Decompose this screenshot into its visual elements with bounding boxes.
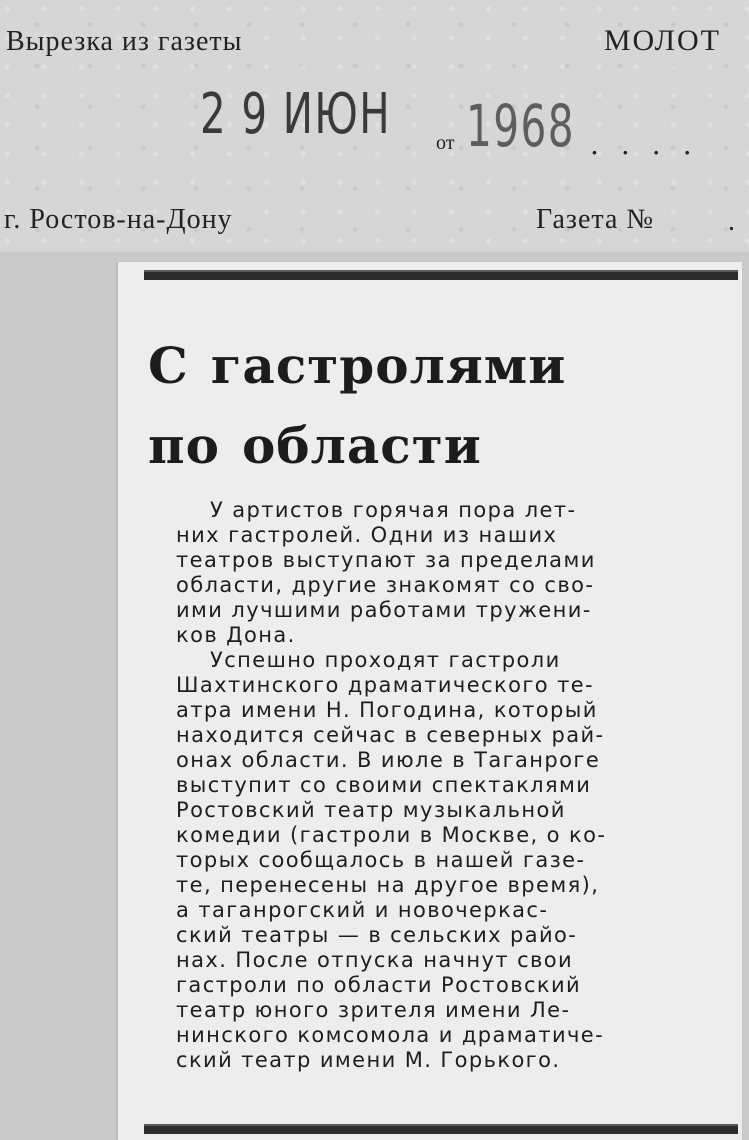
bottom-rule xyxy=(144,1124,738,1134)
clipping-form-header xyxy=(0,0,749,252)
headline-line-1 xyxy=(148,336,566,395)
year-stamp: 1968 xyxy=(466,92,575,160)
newspaper-clipping xyxy=(118,262,742,1140)
article-body xyxy=(176,498,724,1073)
article-paragraph-2: Успешно проходят гастроли Шахтинского драматического те- атра имени Н. Погодина, который находится сейчас в северных рай- онах области. В июле в Таганроге выступит со своими спектаклями Ростовский театр музыкальной комедии (гастроли в Москве, о ко- торых сообщалось в нашей газе- те, перенесены на другое время), а таганрогский и новочеркас- ский театры — в сельских райо- нах. После отпуска начнут свои гастроли по области Ростовский театр юного зрителя имени Ле- нинского комсомола и драматиче- ский театр имени М. Горького. xyxy=(176,648,607,1072)
article-paragraph-1: У артистов горячая пора лет- них гастролей. Одни из наших театров выступают за пределами области, другие знакомят со сво- ими лучшими работами тружени- ков Дона. xyxy=(176,498,596,647)
headline-word: С xyxy=(148,336,189,395)
top-rule xyxy=(144,270,738,280)
city-label: г. Ростов-на-Дону xyxy=(4,204,233,235)
headline-word: гастролями xyxy=(210,336,567,395)
date-dots: .... xyxy=(590,128,714,161)
clip-source-label: Вырезка из газеты xyxy=(6,26,243,57)
date-stamp: 2 9 ИЮН xyxy=(200,82,392,147)
issue-number-label: Газета № xyxy=(536,204,655,235)
headline-word: по xyxy=(148,416,220,475)
headline-line-2 xyxy=(148,416,482,475)
issue-dots: . xyxy=(728,206,735,237)
newspaper-name: МОЛОТ xyxy=(603,24,721,57)
headline-word: области xyxy=(241,416,482,475)
from-label: от xyxy=(436,132,455,154)
